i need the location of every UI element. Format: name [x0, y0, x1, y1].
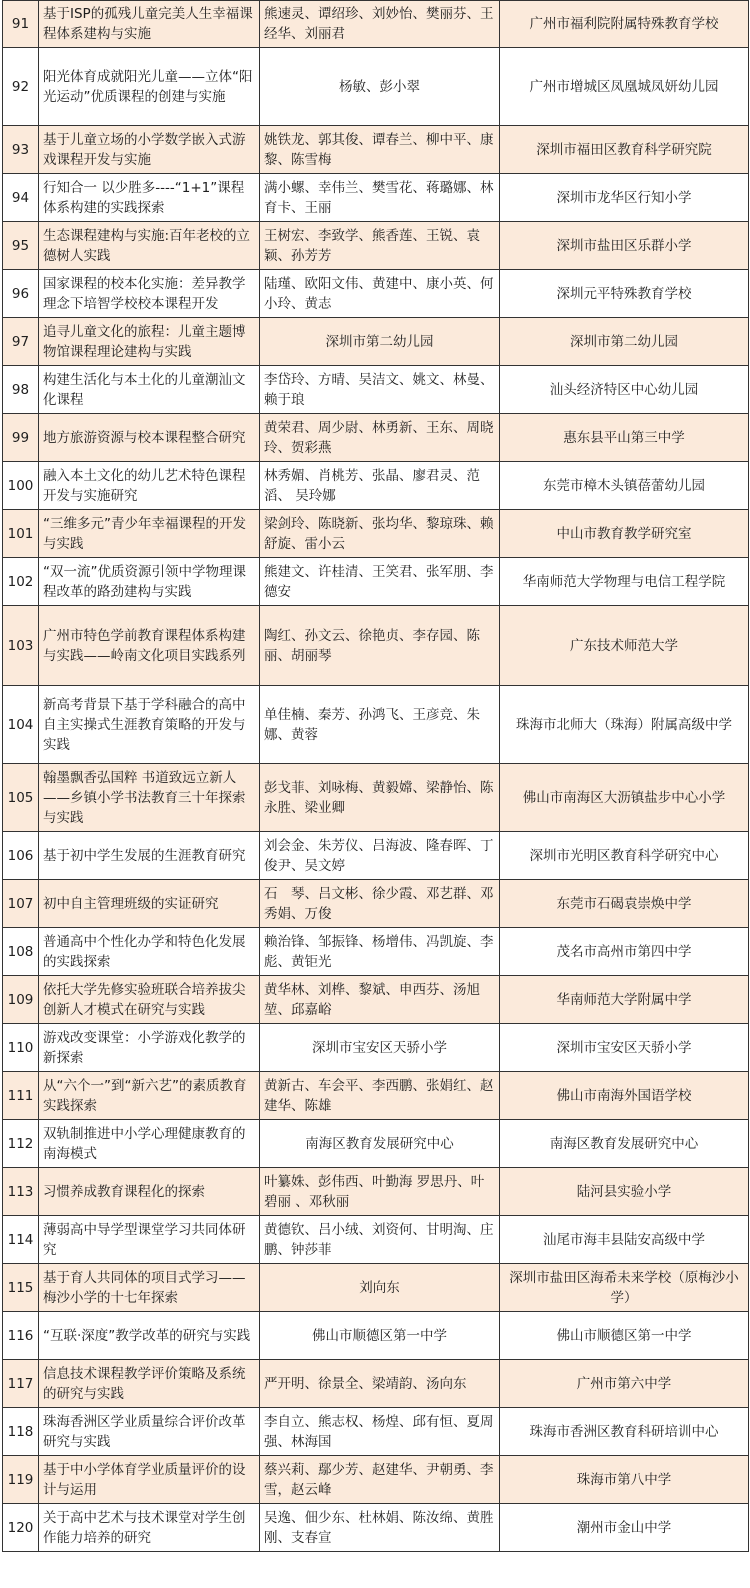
- row-number: 100: [3, 462, 39, 510]
- project-title: 国家课程的校本化实施：差异教学理念下培智学校校本课程开发: [39, 270, 260, 318]
- table-row: [3, 126, 749, 174]
- table-row: [3, 1312, 749, 1360]
- row-number: 102: [3, 558, 39, 606]
- organization: 汕头经济特区中心幼儿园: [500, 366, 749, 414]
- project-members: 石 琴、吕文彬、徐少霞、邓艺群、邓秀娟、万俊: [260, 880, 500, 928]
- organization: 深圳市盐田区乐群小学: [500, 222, 749, 270]
- organization: 南海区教育发展研究中心: [500, 1120, 749, 1168]
- row-number: 111: [3, 1072, 39, 1120]
- project-members: 单佳楠、秦芳、孙鸿飞、王彦竞、朱娜、黄蓉: [260, 686, 500, 764]
- project-members: 李岱玲、方晴、吴洁文、姚文、林曼、赖于琅: [260, 366, 500, 414]
- table-row: [3, 1072, 749, 1120]
- project-title: 依托大学先修实验班联合培养拔尖创新人才模式在研究与实践: [39, 976, 260, 1024]
- project-title: 生态课程建构与实施:百年老校的立德树人实践: [39, 222, 260, 270]
- project-title: 地方旅游资源与校本课程整合研究: [39, 414, 260, 462]
- table-row: [3, 928, 749, 976]
- row-number: 101: [3, 510, 39, 558]
- project-members: 彭戈菲、刘咏梅、黄毅嫦、梁静怡、陈永胜、梁业卿: [260, 764, 500, 832]
- project-title: “双一流”优质资源引领中学物理课程改革的路劲建构与实践: [39, 558, 260, 606]
- project-members: 黄德钦、吕小绒、刘资何、甘明淘、庄鹏、钟莎菲: [260, 1216, 500, 1264]
- table-row: [3, 832, 749, 880]
- organization: 深圳市宝安区天骄小学: [500, 1024, 749, 1072]
- row-number: 120: [3, 1504, 39, 1552]
- table-row: [3, 222, 749, 270]
- project-members: 陆瑾、欧阳文伟、黄建中、康小英、何小玲、黄志: [260, 270, 500, 318]
- project-members: 满小螺、幸伟兰、樊雪花、蒋璐娜、林育卡、王丽: [260, 174, 500, 222]
- organization: 华南师范大学附属中学: [500, 976, 749, 1024]
- table-row: [3, 976, 749, 1024]
- row-number: 115: [3, 1264, 39, 1312]
- row-number: 94: [3, 174, 39, 222]
- row-number: 99: [3, 414, 39, 462]
- project-members: 陶红、孙文云、徐艳贞、李存园、陈丽、胡丽琴: [260, 606, 500, 686]
- organization: 汕尾市海丰县陆安高级中学: [500, 1216, 749, 1264]
- table-row: [3, 462, 749, 510]
- organization: 佛山市顺德区第一中学: [500, 1312, 749, 1360]
- row-number: 114: [3, 1216, 39, 1264]
- row-number: 106: [3, 832, 39, 880]
- organization: 深圳市福田区教育科学研究院: [500, 126, 749, 174]
- project-title: 薄弱高中导学型课堂学习共同体研究: [39, 1216, 260, 1264]
- organization: 珠海市北师大（珠海）附属高级中学: [500, 686, 749, 764]
- row-number: 93: [3, 126, 39, 174]
- project-members: 深圳市第二幼儿园: [260, 318, 500, 366]
- project-title: 行知合一 以少胜多----“1+1”课程体系构建的实践探索: [39, 174, 260, 222]
- project-members: 严开明、徐景全、梁靖韵、汤向东: [260, 1360, 500, 1408]
- table-row: [3, 1168, 749, 1216]
- row-number: 117: [3, 1360, 39, 1408]
- project-members: 刘向东: [260, 1264, 500, 1312]
- table-row: [3, 606, 749, 686]
- organization: 中山市教育教学研究室: [500, 510, 749, 558]
- project-title: 构建生活化与本土化的儿童潮汕文化课程: [39, 366, 260, 414]
- project-title: 广州市特色学前教育课程体系构建与实践——岭南文化项目实践系列: [39, 606, 260, 686]
- table-row: [3, 1024, 749, 1072]
- table-row: [3, 764, 749, 832]
- organization: 东莞市樟木头镇蓓蕾幼儿园: [500, 462, 749, 510]
- project-members: 黄新古、车会平、李西鹏、张娟红、赵建华、陈雄: [260, 1072, 500, 1120]
- table-row: [3, 1360, 749, 1408]
- organization: 潮州市金山中学: [500, 1504, 749, 1552]
- project-title: 双轨制推进中小学心理健康教育的南海模式: [39, 1120, 260, 1168]
- project-members: 王树宏、李致学、熊香莲、王锐、袁颖、孙芳芳: [260, 222, 500, 270]
- project-title: 珠海香洲区学业质量综合评价改革研究与实践: [39, 1408, 260, 1456]
- organization: 惠东县平山第三中学: [500, 414, 749, 462]
- project-members: 姚铁龙、郭其俊、谭春兰、柳中平、康黎、陈雪梅: [260, 126, 500, 174]
- project-title: 追寻儿童文化的旅程：儿童主题博物馆课程理论建构与实践: [39, 318, 260, 366]
- table-row: [3, 270, 749, 318]
- organization: 佛山市南海区大沥镇盐步中心小学: [500, 764, 749, 832]
- table-row: [3, 510, 749, 558]
- project-members: 蔡兴莉、鄢少芳、赵建华、尹朝勇、李雪，赵云峰: [260, 1456, 500, 1504]
- table-row: [3, 686, 749, 764]
- project-members: 李自立、熊志权、杨煌、邱有恒、夏周强、林海国: [260, 1408, 500, 1456]
- project-title: 翰墨飘香弘国粹 书道致远立新人——乡镇小学书法教育三十年探索与实践: [39, 764, 260, 832]
- organization: 广州市福利院附属特殊教育学校: [500, 1, 749, 48]
- organization: 广州市增城区凤凰城凤妍幼儿园: [500, 48, 749, 126]
- row-number: 104: [3, 686, 39, 764]
- table-row: [3, 1216, 749, 1264]
- table-row: [3, 414, 749, 462]
- row-number: 119: [3, 1456, 39, 1504]
- table-row: [3, 1264, 749, 1312]
- table-row: [3, 318, 749, 366]
- project-members: 杨敏、彭小翠: [260, 48, 500, 126]
- row-number: 98: [3, 366, 39, 414]
- row-number: 107: [3, 880, 39, 928]
- row-number: 118: [3, 1408, 39, 1456]
- project-members: 南海区教育发展研究中心: [260, 1120, 500, 1168]
- project-title: 游戏改变课堂：小学游戏化教学的新探索: [39, 1024, 260, 1072]
- row-number: 97: [3, 318, 39, 366]
- row-number: 113: [3, 1168, 39, 1216]
- row-number: 96: [3, 270, 39, 318]
- project-title: 普通高中个性化办学和特色化发展的实践探索: [39, 928, 260, 976]
- project-members: 熊速灵、谭绍珍、刘妙怡、樊丽芬、王经华、刘丽君: [260, 1, 500, 48]
- table-row: [3, 1504, 749, 1552]
- project-members: 深圳市宝安区天骄小学: [260, 1024, 500, 1072]
- project-title: 从“六个一”到“新六艺”的素质教育实践探索: [39, 1072, 260, 1120]
- project-members: 刘会金、朱芳仪、吕海波、隆春晖、丁俊尹、吴文婷: [260, 832, 500, 880]
- organization: 珠海市第八中学: [500, 1456, 749, 1504]
- project-table: [2, 0, 749, 1552]
- project-title: 基于ISP的孤残儿童完美人生幸福课程体系建构与实施: [39, 1, 260, 48]
- project-members: 吴逸、佃少东、杜林娟、陈汝绵、黄胜刚、支春宣: [260, 1504, 500, 1552]
- row-number: 108: [3, 928, 39, 976]
- project-members: 叶纂姝、彭伟西、叶勤海 罗思丹、叶碧丽 、邓秋丽: [260, 1168, 500, 1216]
- table-row: [3, 1408, 749, 1456]
- table-row: [3, 1456, 749, 1504]
- project-title: 信息技术课程教学评价策略及系统的研究与实践: [39, 1360, 260, 1408]
- table-row: [3, 1, 749, 48]
- project-title: 新高考背景下基于学科融合的高中自主实操式生涯教育策略的开发与实践: [39, 686, 260, 764]
- project-title: 初中自主管理班级的实证研究: [39, 880, 260, 928]
- project-members: 佛山市顺德区第一中学: [260, 1312, 500, 1360]
- organization: 深圳市盐田区海希未来学校（原梅沙小学）: [500, 1264, 749, 1312]
- project-title: 基于儿童立场的小学数学嵌入式游戏课程开发与实施: [39, 126, 260, 174]
- organization: 东莞市石碣袁崇焕中学: [500, 880, 749, 928]
- project-members: 林秀媚、肖桃芳、张晶、廖君灵、范滔、 吴玲娜: [260, 462, 500, 510]
- project-members: 黄华林、刘桦、黎斌、申西芬、汤旭堃、邱嘉峪: [260, 976, 500, 1024]
- organization: 广州市第六中学: [500, 1360, 749, 1408]
- organization: 广东技术师范大学: [500, 606, 749, 686]
- project-title: “三维多元”青少年幸福课程的开发与实践: [39, 510, 260, 558]
- organization: 深圳市龙华区行知小学: [500, 174, 749, 222]
- organization: 珠海市香洲区教育科研培训中心: [500, 1408, 749, 1456]
- table-row: [3, 366, 749, 414]
- organization: 深圳元平特殊教育学校: [500, 270, 749, 318]
- table-body: [3, 1, 749, 1552]
- organization: 深圳市第二幼儿园: [500, 318, 749, 366]
- project-title: 基于初中学生发展的生涯教育研究: [39, 832, 260, 880]
- row-number: 95: [3, 222, 39, 270]
- organization: 佛山市南海外国语学校: [500, 1072, 749, 1120]
- project-title: 阳光体育成就阳光儿童——立体“阳光运动”优质课程的创建与实施: [39, 48, 260, 126]
- table-row: [3, 48, 749, 126]
- project-members: 黄荣君、周少尉、林勇新、王东、周晓玲、贺彩燕: [260, 414, 500, 462]
- organization: 华南师范大学物理与电信工程学院: [500, 558, 749, 606]
- row-number: 112: [3, 1120, 39, 1168]
- organization: 深圳市光明区教育科学研究中心: [500, 832, 749, 880]
- project-members: 梁剑玲、陈晓新、张均华、黎琼珠、赖舒旋、雷小云: [260, 510, 500, 558]
- project-title: 习惯养成教育课程化的探索: [39, 1168, 260, 1216]
- project-title: “互联·深度”教学改革的研究与实践: [39, 1312, 260, 1360]
- row-number: 91: [3, 1, 39, 48]
- row-number: 92: [3, 48, 39, 126]
- row-number: 109: [3, 976, 39, 1024]
- table-row: [3, 558, 749, 606]
- table-row: [3, 174, 749, 222]
- table-row: [3, 880, 749, 928]
- project-title: 基于育人共同体的项目式学习——梅沙小学的十七年探索: [39, 1264, 260, 1312]
- organization: 茂名市高州市第四中学: [500, 928, 749, 976]
- project-members: 熊建文、许桂清、王笑君、张军朋、李德安: [260, 558, 500, 606]
- project-title: 关于高中艺术与技术课堂对学生创作能力培养的研究: [39, 1504, 260, 1552]
- row-number: 103: [3, 606, 39, 686]
- project-members: 赖治锋、邹振锋、杨增伟、冯凯旋、李彪、黄钜光: [260, 928, 500, 976]
- project-title: 基于中小学体育学业质量评价的设计与运用: [39, 1456, 260, 1504]
- table-row: [3, 1120, 749, 1168]
- row-number: 110: [3, 1024, 39, 1072]
- row-number: 116: [3, 1312, 39, 1360]
- organization: 陆河县实验小学: [500, 1168, 749, 1216]
- project-title: 融入本土文化的幼儿艺术特色课程开发与实施研究: [39, 462, 260, 510]
- row-number: 105: [3, 764, 39, 832]
